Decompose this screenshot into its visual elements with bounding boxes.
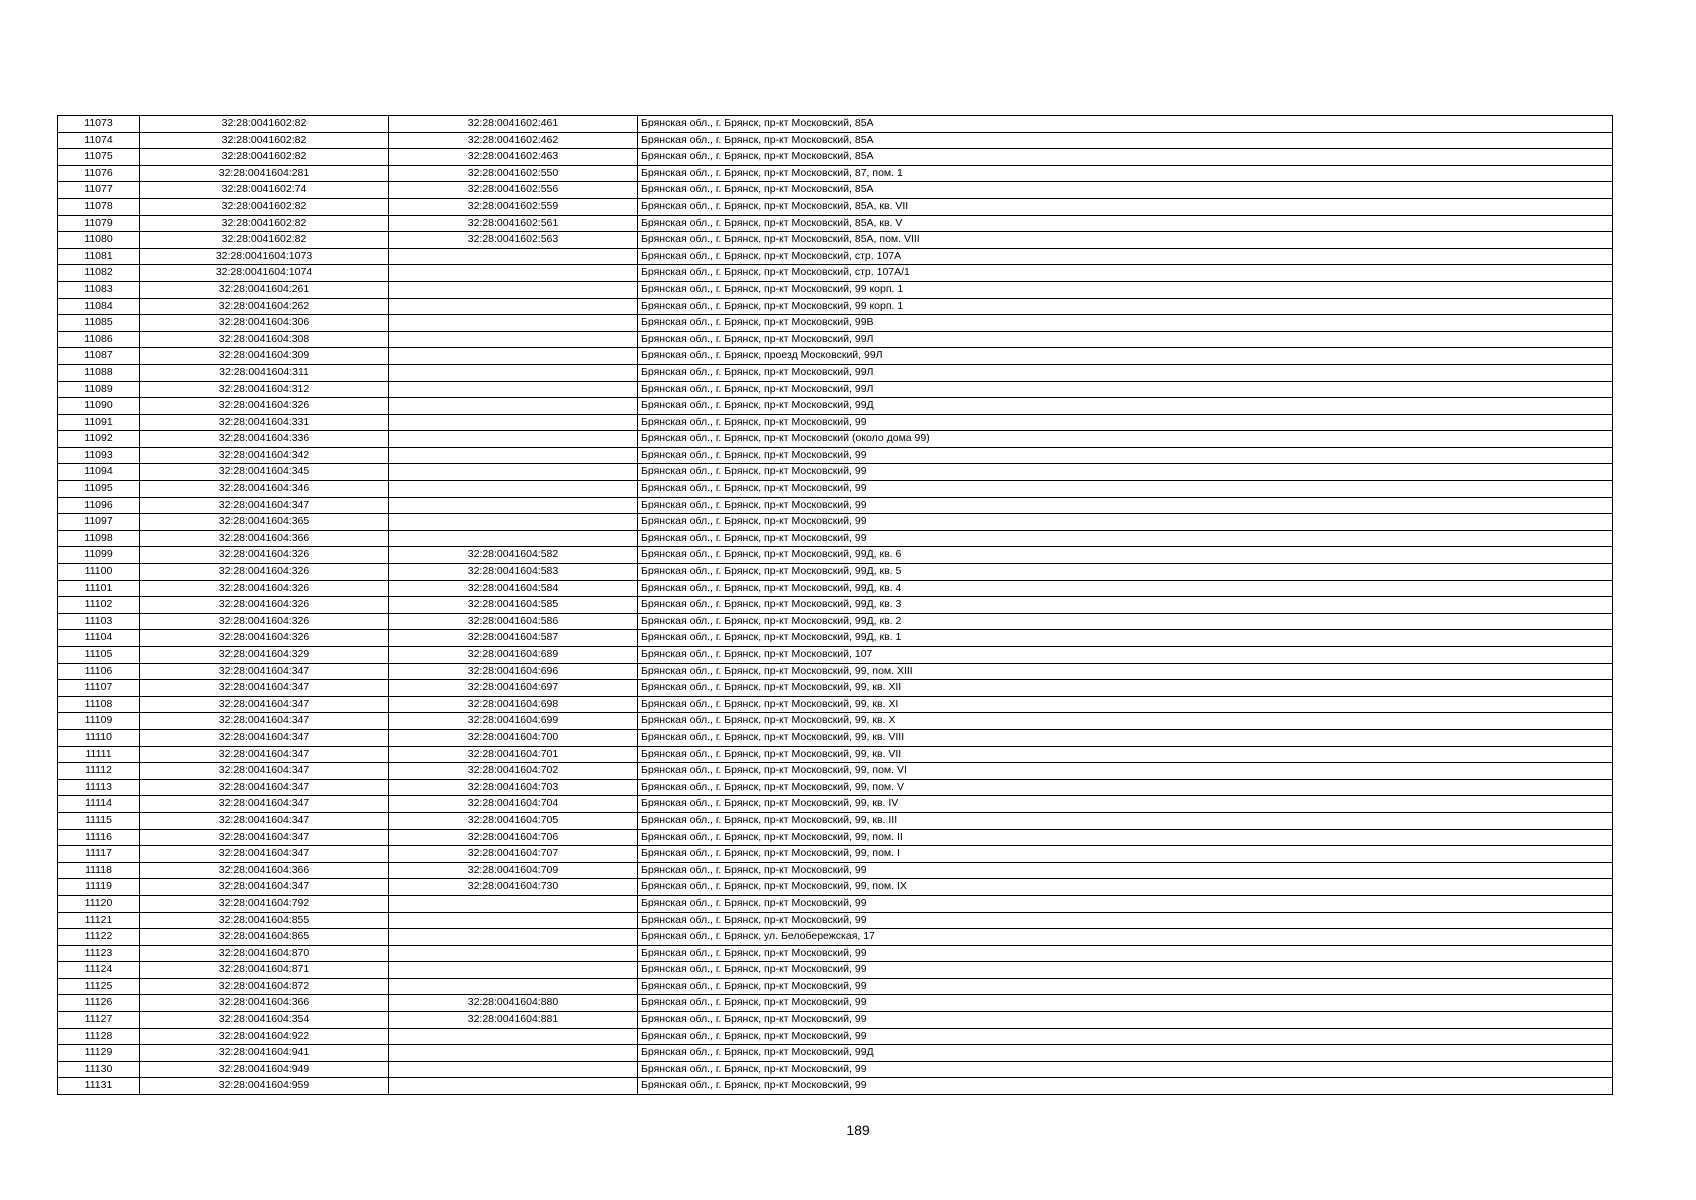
child-cadastral-number-cell: 32:28:0041604:706 (389, 829, 638, 846)
table-row (58, 215, 1613, 232)
row-number-cell: 11085 (58, 315, 140, 332)
child-cadastral-number-cell (389, 945, 638, 962)
table-row (58, 248, 1613, 265)
row-number-cell: 11096 (58, 497, 140, 514)
table-row (58, 281, 1613, 298)
child-cadastral-number-cell: 32:28:0041604:587 (389, 630, 638, 647)
table-row (58, 547, 1613, 564)
address-cell: Брянская обл., г. Брянск, пр-кт Московский, 99Д, кв. 5 (638, 564, 1613, 581)
address-cell: Брянская обл., г. Брянск, пр-кт Московский, 99, кв. III (638, 812, 1613, 829)
table-row (58, 729, 1613, 746)
address-cell: Брянская обл., г. Брянск, пр-кт Московский, 99 (638, 945, 1613, 962)
parent-cadastral-number-cell: 32:28:0041604:329 (140, 647, 389, 664)
child-cadastral-number-cell (389, 348, 638, 365)
parent-cadastral-number-cell: 32:28:0041604:326 (140, 613, 389, 630)
child-cadastral-number-cell: 32:28:0041604:707 (389, 846, 638, 863)
parent-cadastral-number-cell: 32:28:0041604:347 (140, 746, 389, 763)
row-number-cell: 11120 (58, 895, 140, 912)
parent-cadastral-number-cell: 32:28:0041602:82 (140, 132, 389, 149)
address-cell: Брянская обл., г. Брянск, пр-кт Московский, 85А, кв. V (638, 215, 1613, 232)
parent-cadastral-number-cell: 32:28:0041604:871 (140, 962, 389, 979)
child-cadastral-number-cell: 32:28:0041604:698 (389, 696, 638, 713)
row-number-cell: 11090 (58, 398, 140, 415)
table-row (58, 962, 1613, 979)
row-number-cell: 11103 (58, 613, 140, 630)
parent-cadastral-number-cell: 32:28:0041604:347 (140, 729, 389, 746)
address-cell: Брянская обл., г. Брянск, пр-кт Московский, 99, кв. VII (638, 746, 1613, 763)
parent-cadastral-number-cell: 32:28:0041604:347 (140, 680, 389, 697)
row-number-cell: 11115 (58, 812, 140, 829)
child-cadastral-number-cell (389, 331, 638, 348)
address-cell: Брянская обл., г. Брянск, пр-кт Московский, 107 (638, 647, 1613, 664)
parent-cadastral-number-cell: 32:28:0041602:82 (140, 116, 389, 133)
address-cell: Брянская обл., г. Брянск, пр-кт Московский, 99Л (638, 364, 1613, 381)
child-cadastral-number-cell: 32:28:0041604:585 (389, 597, 638, 614)
address-cell: Брянская обл., г. Брянск, пр-кт Московский, 99Д, кв. 4 (638, 580, 1613, 597)
table-row (58, 995, 1613, 1012)
table-row (58, 298, 1613, 315)
row-number-cell: 11114 (58, 796, 140, 813)
table-row (58, 514, 1613, 531)
row-number-cell: 11128 (58, 1028, 140, 1045)
child-cadastral-number-cell (389, 962, 638, 979)
table-row (58, 198, 1613, 215)
child-cadastral-number-cell: 32:28:0041604:584 (389, 580, 638, 597)
table-row (58, 895, 1613, 912)
table-row (58, 497, 1613, 514)
table-row (58, 1078, 1613, 1095)
table-row (58, 1012, 1613, 1029)
child-cadastral-number-cell (389, 497, 638, 514)
child-cadastral-number-cell (389, 1028, 638, 1045)
address-cell: Брянская обл., г. Брянск, пр-кт Московский, 99, кв. IV (638, 796, 1613, 813)
address-cell: Брянская обл., г. Брянск, пр-кт Московский, 99 (638, 1061, 1613, 1078)
table-row (58, 165, 1613, 182)
child-cadastral-number-cell (389, 315, 638, 332)
parent-cadastral-number-cell: 32:28:0041602:82 (140, 149, 389, 166)
child-cadastral-number-cell: 32:28:0041602:463 (389, 149, 638, 166)
parent-cadastral-number-cell: 32:28:0041602:82 (140, 215, 389, 232)
address-cell: Брянская обл., г. Брянск, пр-кт Московский, 99 (638, 497, 1613, 514)
table-row (58, 713, 1613, 730)
row-number-cell: 11119 (58, 879, 140, 896)
row-number-cell: 11077 (58, 182, 140, 199)
child-cadastral-number-cell (389, 265, 638, 282)
row-number-cell: 11095 (58, 481, 140, 498)
address-cell: Брянская обл., г. Брянск, пр-кт Московский, 85А (638, 149, 1613, 166)
table-row (58, 763, 1613, 780)
table-row (58, 364, 1613, 381)
parent-cadastral-number-cell: 32:28:0041602:82 (140, 232, 389, 249)
row-number-cell: 11084 (58, 298, 140, 315)
address-cell: Брянская обл., г. Брянск, пр-кт Московский, 99 (638, 1078, 1613, 1095)
row-number-cell: 11109 (58, 713, 140, 730)
row-number-cell: 11129 (58, 1045, 140, 1062)
registry-table (57, 115, 1613, 1095)
child-cadastral-number-cell: 32:28:0041604:702 (389, 763, 638, 780)
row-number-cell: 11097 (58, 514, 140, 531)
row-number-cell: 11100 (58, 564, 140, 581)
table-row (58, 613, 1613, 630)
table-row (58, 580, 1613, 597)
row-number-cell: 11086 (58, 331, 140, 348)
parent-cadastral-number-cell: 32:28:0041602:82 (140, 198, 389, 215)
row-number-cell: 11098 (58, 530, 140, 547)
address-cell: Брянская обл., г. Брянск, пр-кт Московский, 99, пом. VI (638, 763, 1613, 780)
address-cell: Брянская обл., г. Брянск, пр-кт Московский, 99, пом. XIII (638, 663, 1613, 680)
parent-cadastral-number-cell: 32:28:0041604:855 (140, 912, 389, 929)
child-cadastral-number-cell: 32:28:0041604:730 (389, 879, 638, 896)
parent-cadastral-number-cell: 32:28:0041604:347 (140, 696, 389, 713)
address-cell: Брянская обл., г. Брянск, пр-кт Московский, 85А, кв. VII (638, 198, 1613, 215)
parent-cadastral-number-cell: 32:28:0041604:326 (140, 580, 389, 597)
child-cadastral-number-cell (389, 398, 638, 415)
row-number-cell: 11078 (58, 198, 140, 215)
child-cadastral-number-cell: 32:28:0041604:697 (389, 680, 638, 697)
child-cadastral-number-cell (389, 1045, 638, 1062)
row-number-cell: 11131 (58, 1078, 140, 1095)
address-cell: Брянская обл., г. Брянск, пр-кт Московский, 99В (638, 315, 1613, 332)
row-number-cell: 11112 (58, 763, 140, 780)
child-cadastral-number-cell (389, 464, 638, 481)
child-cadastral-number-cell (389, 281, 638, 298)
row-number-cell: 11101 (58, 580, 140, 597)
table-row (58, 647, 1613, 664)
table-row (58, 846, 1613, 863)
row-number-cell: 11082 (58, 265, 140, 282)
table-row (58, 182, 1613, 199)
address-cell: Брянская обл., г. Брянск, пр-кт Московский, 99 (638, 862, 1613, 879)
address-cell: Брянская обл., г. Брянск, пр-кт Московский, 99 корп. 1 (638, 281, 1613, 298)
row-number-cell: 11074 (58, 132, 140, 149)
parent-cadastral-number-cell: 32:28:0041604:326 (140, 630, 389, 647)
address-cell: Брянская обл., г. Брянск, пр-кт Московский, 99, кв. X (638, 713, 1613, 730)
address-cell: Брянская обл., г. Брянск, пр-кт Московский, 99 (638, 895, 1613, 912)
table-row (58, 431, 1613, 448)
address-cell: Брянская обл., г. Брянск, пр-кт Московский, 99 (638, 481, 1613, 498)
parent-cadastral-number-cell: 32:28:0041604:347 (140, 663, 389, 680)
address-cell: Брянская обл., г. Брянск, пр-кт Московский, 99, кв. VIII (638, 729, 1613, 746)
parent-cadastral-number-cell: 32:28:0041604:922 (140, 1028, 389, 1045)
child-cadastral-number-cell (389, 1061, 638, 1078)
table-row (58, 381, 1613, 398)
parent-cadastral-number-cell: 32:28:0041604:331 (140, 414, 389, 431)
row-number-cell: 11105 (58, 647, 140, 664)
row-number-cell: 11122 (58, 929, 140, 946)
child-cadastral-number-cell (389, 895, 638, 912)
parent-cadastral-number-cell: 32:28:0041604:309 (140, 348, 389, 365)
address-cell: Брянская обл., г. Брянск, пр-кт Московский, 99 (638, 995, 1613, 1012)
table-row (58, 1028, 1613, 1045)
parent-cadastral-number-cell: 32:28:0041604:347 (140, 879, 389, 896)
child-cadastral-number-cell (389, 298, 638, 315)
row-number-cell: 11075 (58, 149, 140, 166)
parent-cadastral-number-cell: 32:28:0041604:366 (140, 862, 389, 879)
address-cell: Брянская обл., г. Брянск, пр-кт Московский, стр. 107А (638, 248, 1613, 265)
table-row (58, 564, 1613, 581)
address-cell: Брянская обл., г. Брянск, пр-кт Московский, 99, кв. XII (638, 680, 1613, 697)
parent-cadastral-number-cell: 32:28:0041604:261 (140, 281, 389, 298)
table-row (58, 132, 1613, 149)
table-row (58, 481, 1613, 498)
row-number-cell: 11080 (58, 232, 140, 249)
parent-cadastral-number-cell: 32:28:0041604:354 (140, 1012, 389, 1029)
parent-cadastral-number-cell: 32:28:0041604:347 (140, 796, 389, 813)
table-row (58, 530, 1613, 547)
address-cell: Брянская обл., г. Брянск, пр-кт Московский (около дома 99) (638, 431, 1613, 448)
parent-cadastral-number-cell: 32:28:0041604:326 (140, 597, 389, 614)
row-number-cell: 11117 (58, 846, 140, 863)
child-cadastral-number-cell: 32:28:0041604:709 (389, 862, 638, 879)
address-cell: Брянская обл., г. Брянск, пр-кт Московский, 99 (638, 1028, 1613, 1045)
parent-cadastral-number-cell: 32:28:0041604:347 (140, 812, 389, 829)
parent-cadastral-number-cell: 32:28:0041604:347 (140, 829, 389, 846)
parent-cadastral-number-cell: 32:28:0041604:959 (140, 1078, 389, 1095)
child-cadastral-number-cell (389, 978, 638, 995)
parent-cadastral-number-cell: 32:28:0041604:870 (140, 945, 389, 962)
row-number-cell: 11099 (58, 547, 140, 564)
address-cell: Брянская обл., г. Брянск, пр-кт Московский, 99Л (638, 331, 1613, 348)
row-number-cell: 11087 (58, 348, 140, 365)
parent-cadastral-number-cell: 32:28:0041604:347 (140, 846, 389, 863)
address-cell: Брянская обл., г. Брянск, пр-кт Московский, 99Д, кв. 2 (638, 613, 1613, 630)
child-cadastral-number-cell (389, 481, 638, 498)
address-cell: Брянская обл., г. Брянск, пр-кт Московский, 99, кв. XI (638, 696, 1613, 713)
table-row (58, 398, 1613, 415)
parent-cadastral-number-cell: 32:28:0041604:366 (140, 530, 389, 547)
address-cell: Брянская обл., г. Брянск, пр-кт Московский, 99, пом. V (638, 779, 1613, 796)
table-row (58, 265, 1613, 282)
address-cell: Брянская обл., г. Брянск, пр-кт Московский, 99 (638, 912, 1613, 929)
table-row (58, 912, 1613, 929)
table-row (58, 447, 1613, 464)
child-cadastral-number-cell (389, 530, 638, 547)
table-row (58, 464, 1613, 481)
address-cell: Брянская обл., г. Брянск, пр-кт Московский, 99Д, кв. 3 (638, 597, 1613, 614)
address-cell: Брянская обл., г. Брянск, ул. Белобережская, 17 (638, 929, 1613, 946)
address-cell: Брянская обл., г. Брянск, проезд Московский, 99Л (638, 348, 1613, 365)
table-row (58, 779, 1613, 796)
child-cadastral-number-cell (389, 514, 638, 531)
table-row (58, 879, 1613, 896)
row-number-cell: 11102 (58, 597, 140, 614)
child-cadastral-number-cell: 32:28:0041604:881 (389, 1012, 638, 1029)
parent-cadastral-number-cell: 32:28:0041604:1073 (140, 248, 389, 265)
address-cell: Брянская обл., г. Брянск, пр-кт Московский, 99 (638, 447, 1613, 464)
row-number-cell: 11111 (58, 746, 140, 763)
parent-cadastral-number-cell: 32:28:0041604:365 (140, 514, 389, 531)
address-cell: Брянская обл., г. Брянск, пр-кт Московский, 99Д (638, 1045, 1613, 1062)
parent-cadastral-number-cell: 32:28:0041604:949 (140, 1061, 389, 1078)
row-number-cell: 11126 (58, 995, 140, 1012)
row-number-cell: 11091 (58, 414, 140, 431)
parent-cadastral-number-cell: 32:28:0041604:262 (140, 298, 389, 315)
row-number-cell: 11076 (58, 165, 140, 182)
child-cadastral-number-cell: 32:28:0041602:561 (389, 215, 638, 232)
row-number-cell: 11093 (58, 447, 140, 464)
row-number-cell: 11110 (58, 729, 140, 746)
address-cell: Брянская обл., г. Брянск, пр-кт Московский, 99 (638, 414, 1613, 431)
address-cell: Брянская обл., г. Брянск, пр-кт Московский, 99 (638, 530, 1613, 547)
child-cadastral-number-cell: 32:28:0041604:705 (389, 812, 638, 829)
parent-cadastral-number-cell: 32:28:0041604:312 (140, 381, 389, 398)
parent-cadastral-number-cell: 32:28:0041604:347 (140, 779, 389, 796)
address-cell: Брянская обл., г. Брянск, пр-кт Московский, стр. 107А/1 (638, 265, 1613, 282)
address-cell: Брянская обл., г. Брянск, пр-кт Московский, 99Д, кв. 6 (638, 547, 1613, 564)
parent-cadastral-number-cell: 32:28:0041604:342 (140, 447, 389, 464)
registry-table-body (58, 116, 1613, 1095)
table-row (58, 663, 1613, 680)
child-cadastral-number-cell: 32:28:0041604:699 (389, 713, 638, 730)
row-number-cell: 11123 (58, 945, 140, 962)
row-number-cell: 11083 (58, 281, 140, 298)
row-number-cell: 11079 (58, 215, 140, 232)
child-cadastral-number-cell: 32:28:0041602:461 (389, 116, 638, 133)
table-row (58, 746, 1613, 763)
address-cell: Брянская обл., г. Брянск, пр-кт Московский, 99 корп. 1 (638, 298, 1613, 315)
parent-cadastral-number-cell: 32:28:0041604:345 (140, 464, 389, 481)
page-number: 189 (846, 1122, 870, 1138)
address-cell: Брянская обл., г. Брянск, пр-кт Московский, 99 (638, 464, 1613, 481)
parent-cadastral-number-cell: 32:28:0041604:336 (140, 431, 389, 448)
address-cell: Брянская обл., г. Брянск, пр-кт Московский, 87, пом. 1 (638, 165, 1613, 182)
row-number-cell: 11089 (58, 381, 140, 398)
parent-cadastral-number-cell: 32:28:0041604:1074 (140, 265, 389, 282)
parent-cadastral-number-cell: 32:28:0041604:311 (140, 364, 389, 381)
row-number-cell: 11106 (58, 663, 140, 680)
parent-cadastral-number-cell: 32:28:0041604:281 (140, 165, 389, 182)
row-number-cell: 11121 (58, 912, 140, 929)
parent-cadastral-number-cell: 32:28:0041604:326 (140, 564, 389, 581)
row-number-cell: 11125 (58, 978, 140, 995)
row-number-cell: 11073 (58, 116, 140, 133)
child-cadastral-number-cell (389, 431, 638, 448)
child-cadastral-number-cell: 32:28:0041604:704 (389, 796, 638, 813)
parent-cadastral-number-cell: 32:28:0041604:346 (140, 481, 389, 498)
parent-cadastral-number-cell: 32:28:0041604:326 (140, 547, 389, 564)
child-cadastral-number-cell: 32:28:0041604:583 (389, 564, 638, 581)
parent-cadastral-number-cell: 32:28:0041604:872 (140, 978, 389, 995)
child-cadastral-number-cell (389, 381, 638, 398)
address-cell: Брянская обл., г. Брянск, пр-кт Московский, 85А, пом. VIII (638, 232, 1613, 249)
address-cell: Брянская обл., г. Брянск, пр-кт Московский, 99Д (638, 398, 1613, 415)
table-row (58, 348, 1613, 365)
address-cell: Брянская обл., г. Брянск, пр-кт Московский, 99, пом. IX (638, 879, 1613, 896)
address-cell: Брянская обл., г. Брянск, пр-кт Московский, 99, пом. II (638, 829, 1613, 846)
child-cadastral-number-cell (389, 1078, 638, 1095)
child-cadastral-number-cell: 32:28:0041602:550 (389, 165, 638, 182)
child-cadastral-number-cell: 32:28:0041602:556 (389, 182, 638, 199)
table-row (58, 630, 1613, 647)
row-number-cell: 11124 (58, 962, 140, 979)
child-cadastral-number-cell (389, 414, 638, 431)
child-cadastral-number-cell: 32:28:0041602:559 (389, 198, 638, 215)
parent-cadastral-number-cell: 32:28:0041604:865 (140, 929, 389, 946)
address-cell: Брянская обл., г. Брянск, пр-кт Московский, 85А (638, 116, 1613, 133)
address-cell: Брянская обл., г. Брянск, пр-кт Московский, 99Д, кв. 1 (638, 630, 1613, 647)
child-cadastral-number-cell: 32:28:0041604:696 (389, 663, 638, 680)
address-cell: Брянская обл., г. Брянск, пр-кт Московский, 99 (638, 978, 1613, 995)
child-cadastral-number-cell: 32:28:0041604:700 (389, 729, 638, 746)
row-number-cell: 11081 (58, 248, 140, 265)
row-number-cell: 11113 (58, 779, 140, 796)
table-row (58, 149, 1613, 166)
address-cell: Брянская обл., г. Брянск, пр-кт Московский, 99 (638, 514, 1613, 531)
address-cell: Брянская обл., г. Брянск, пр-кт Московский, 99 (638, 1012, 1613, 1029)
row-number-cell: 11104 (58, 630, 140, 647)
table-row (58, 232, 1613, 249)
child-cadastral-number-cell: 32:28:0041604:689 (389, 647, 638, 664)
table-row (58, 796, 1613, 813)
child-cadastral-number-cell (389, 929, 638, 946)
parent-cadastral-number-cell: 32:28:0041604:347 (140, 713, 389, 730)
parent-cadastral-number-cell: 32:28:0041604:366 (140, 995, 389, 1012)
row-number-cell: 11092 (58, 431, 140, 448)
row-number-cell: 11127 (58, 1012, 140, 1029)
parent-cadastral-number-cell: 32:28:0041604:347 (140, 763, 389, 780)
row-number-cell: 11088 (58, 364, 140, 381)
table-row (58, 331, 1613, 348)
row-number-cell: 11107 (58, 680, 140, 697)
address-cell: Брянская обл., г. Брянск, пр-кт Московский, 85А (638, 182, 1613, 199)
table-row (58, 696, 1613, 713)
table-row (58, 929, 1613, 946)
row-number-cell: 11108 (58, 696, 140, 713)
child-cadastral-number-cell: 32:28:0041602:563 (389, 232, 638, 249)
parent-cadastral-number-cell: 32:28:0041604:326 (140, 398, 389, 415)
table-row (58, 829, 1613, 846)
row-number-cell: 11116 (58, 829, 140, 846)
address-cell: Брянская обл., г. Брянск, пр-кт Московский, 99 (638, 962, 1613, 979)
child-cadastral-number-cell: 32:28:0041604:701 (389, 746, 638, 763)
parent-cadastral-number-cell: 32:28:0041604:792 (140, 895, 389, 912)
address-cell: Брянская обл., г. Брянск, пр-кт Московский, 99Л (638, 381, 1613, 398)
table-row (58, 1045, 1613, 1062)
parent-cadastral-number-cell: 32:28:0041604:347 (140, 497, 389, 514)
parent-cadastral-number-cell: 32:28:0041602:74 (140, 182, 389, 199)
table-row (58, 1061, 1613, 1078)
child-cadastral-number-cell (389, 447, 638, 464)
address-cell: Брянская обл., г. Брянск, пр-кт Московский, 99, пом. I (638, 846, 1613, 863)
parent-cadastral-number-cell: 32:28:0041604:306 (140, 315, 389, 332)
table-row (58, 862, 1613, 879)
table-row (58, 414, 1613, 431)
table-row (58, 597, 1613, 614)
table-row (58, 812, 1613, 829)
address-cell: Брянская обл., г. Брянск, пр-кт Московский, 85А (638, 132, 1613, 149)
child-cadastral-number-cell: 32:28:0041604:880 (389, 995, 638, 1012)
parent-cadastral-number-cell: 32:28:0041604:308 (140, 331, 389, 348)
child-cadastral-number-cell: 32:28:0041602:462 (389, 132, 638, 149)
table-row (58, 315, 1613, 332)
row-number-cell: 11130 (58, 1061, 140, 1078)
child-cadastral-number-cell: 32:28:0041604:586 (389, 613, 638, 630)
parent-cadastral-number-cell: 32:28:0041604:941 (140, 1045, 389, 1062)
child-cadastral-number-cell (389, 248, 638, 265)
child-cadastral-number-cell (389, 364, 638, 381)
table-row (58, 680, 1613, 697)
row-number-cell: 11118 (58, 862, 140, 879)
row-number-cell: 11094 (58, 464, 140, 481)
child-cadastral-number-cell: 32:28:0041604:703 (389, 779, 638, 796)
child-cadastral-number-cell (389, 912, 638, 929)
table-row (58, 116, 1613, 133)
table-row (58, 978, 1613, 995)
table-row (58, 945, 1613, 962)
child-cadastral-number-cell: 32:28:0041604:582 (389, 547, 638, 564)
